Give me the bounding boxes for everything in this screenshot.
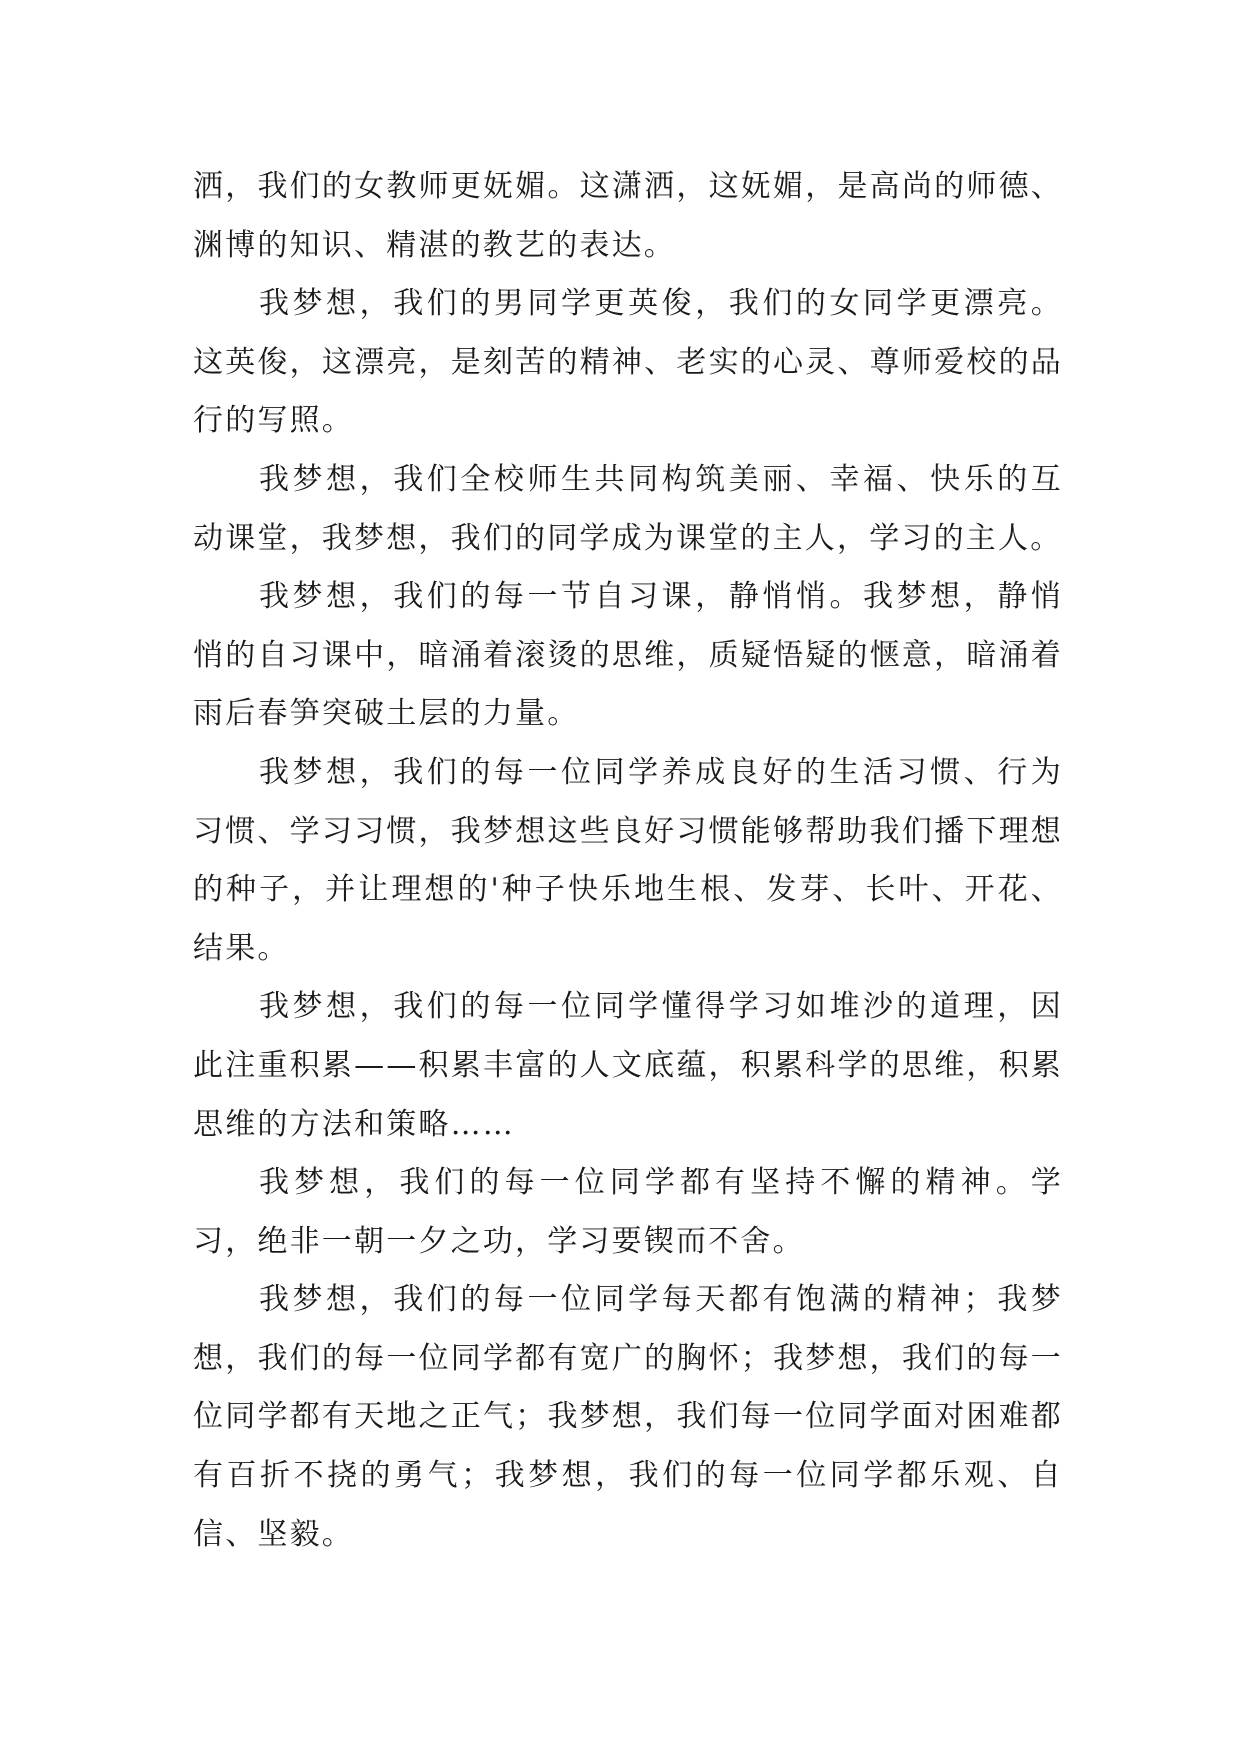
paragraph-3: 我梦想，我们全校师生共同构筑美丽、幸福、快乐的互动课堂，我梦想，我们的同学成为课堂的主人，学习的主人。 bbox=[193, 461, 1063, 556]
paragraph-6: 我梦想，我们的每一位同学懂得学习如堆沙的道理，因此注重积累——积累丰富的人文底蕴，积累科学的思维，积累思维的方法和策略…… bbox=[193, 989, 1063, 1142]
paragraph-4: 我梦想，我们的每一节自习课，静悄悄。我梦想，静悄悄的自习课中，暗涌着滚烫的思维，质疑悟疑的惬意，暗涌着雨后春笋突破土层的力量。 bbox=[193, 579, 1063, 732]
paragraph-8: 我梦想，我们的每一位同学每天都有饱满的精神；我梦想，我们的每一位同学都有宽广的胸怀；我梦想，我们的每一位同学都有天地之正气；我梦想，我们每一位同学面对困难都有百折不挠的勇气；我梦想，我们的每一位同学都乐观、自信、坚毅。 bbox=[193, 1282, 1063, 1552]
paragraph-7: 我梦想，我们的每一位同学都有坚持不懈的精神。学习，绝非一朝一夕之功，学习要锲而不舍。 bbox=[193, 1165, 1063, 1259]
paragraph-5: 我梦想，我们的每一位同学养成良好的生活习惯、行为习惯、学习习惯，我梦想这些良好习惯能够帮助我们播下理想的种子，并让理想的'种子快乐地生根、发芽、长叶、开花、结果。 bbox=[193, 754, 1063, 966]
paragraph-continuation: 洒，我们的女教师更妩媚。这潇洒，这妩媚，是高尚的师德、渊博的知识、精湛的教艺的表达。 bbox=[193, 169, 1063, 263]
paragraph-2: 我梦想，我们的男同学更英俊，我们的女同学更漂亮。这英俊，这漂亮，是刻苦的精神、老实的心灵、尊师爱校的品行的写照。 bbox=[193, 286, 1063, 439]
document-body bbox=[193, 158, 1063, 1564]
